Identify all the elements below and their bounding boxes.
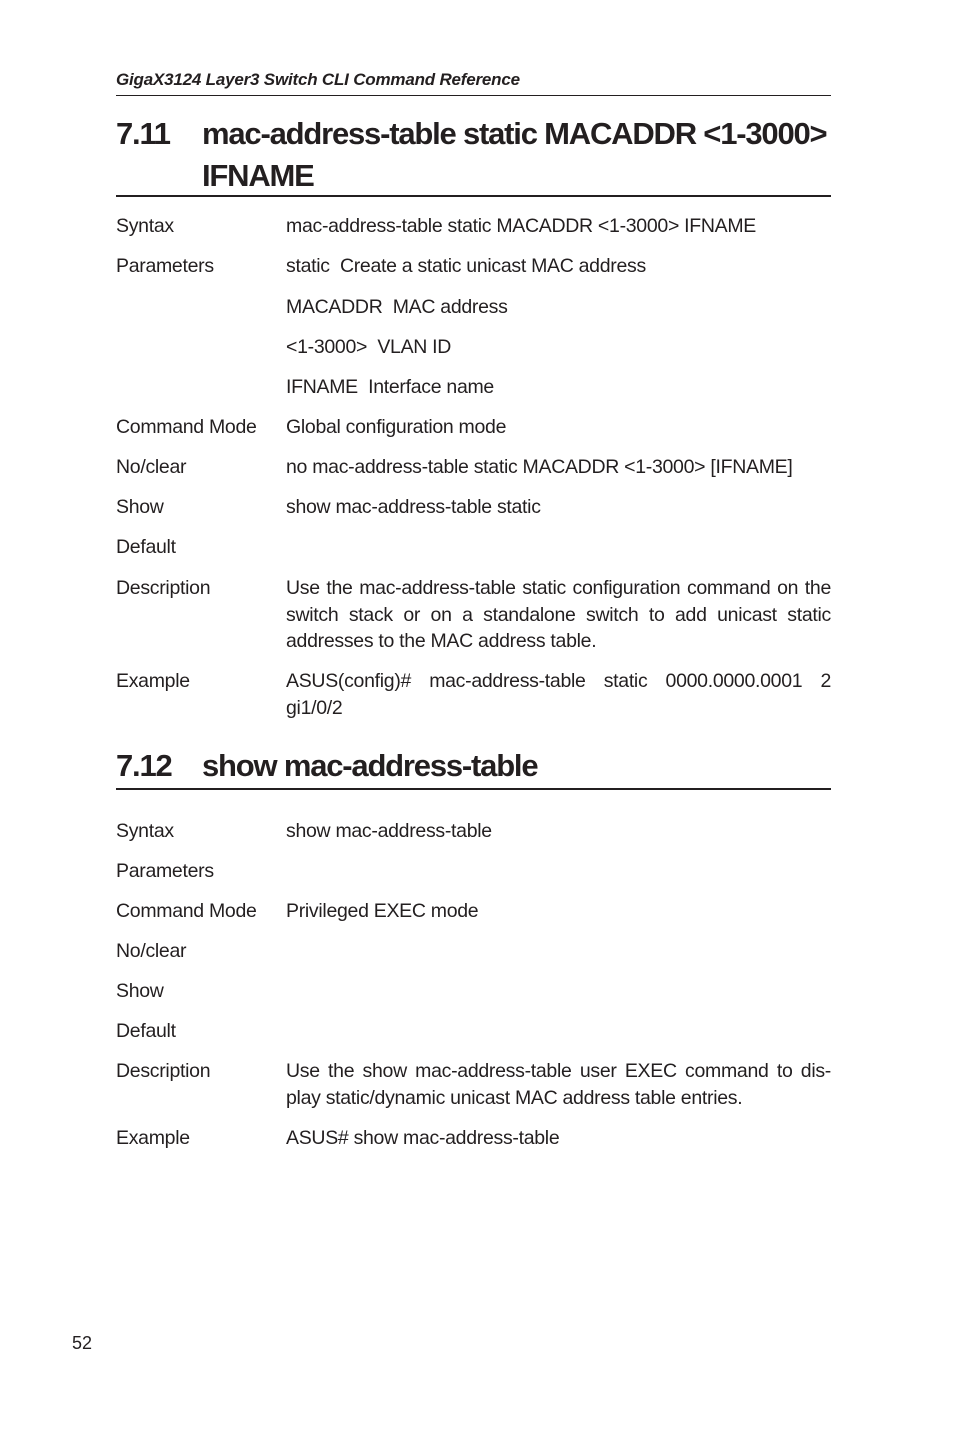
row-label: Description xyxy=(116,577,211,599)
row-value: ASUS# show mac-address-table xyxy=(286,1127,560,1149)
row-value: no mac-address-table static MACADDR <1-3000> [IFNAME] xyxy=(286,456,793,478)
row-value: IFNAME Interface name xyxy=(286,376,494,398)
row-value: Use the mac-address-table static configuration command on the switch stack or on a standalone switch to add unicast static addresses to the MAC address table. xyxy=(286,577,831,652)
section-divider xyxy=(116,195,831,197)
row-value: <1-3000> VLAN ID xyxy=(286,336,452,358)
section-heading xyxy=(116,113,831,197)
row-value: show mac-address-table static xyxy=(286,496,541,518)
row-value: show mac-address-table xyxy=(286,820,492,842)
row-label: Command Mode xyxy=(116,416,257,438)
page-number: 52 xyxy=(72,1333,93,1353)
row-value: Global configuration mode xyxy=(286,416,507,438)
section-heading xyxy=(116,745,831,787)
row-label: Default xyxy=(116,536,176,558)
row-value: Privileged EXEC mode xyxy=(286,900,479,922)
row-label: Parameters xyxy=(116,860,214,882)
row-label: No/clear xyxy=(116,940,187,962)
row-label: Syntax xyxy=(116,215,174,237)
row-label: Example xyxy=(116,670,190,692)
row-label: No/clear xyxy=(116,456,187,478)
section-title: mac-address-table static MACADDR <1-3000> IFNAME xyxy=(202,116,827,193)
row-value: mac-address-table static MACADDR <1-3000> IFNAME xyxy=(286,215,757,237)
section-number: 7.11 xyxy=(116,116,170,151)
row-label: Command Mode xyxy=(116,900,257,922)
row-value: MACADDR MAC address xyxy=(286,296,508,318)
row-value: ASUS(config)# mac-address-table static 0000.0000.0001 2 gi1/0/2 xyxy=(286,670,831,719)
row-value: Use the show mac-address-table user EXEC command to dis-play static/dynamic unicast MAC address table entries. xyxy=(286,1060,831,1109)
row-label: Parameters xyxy=(116,255,214,277)
row-label: Show xyxy=(116,980,164,1002)
section-divider xyxy=(116,788,831,790)
header-divider xyxy=(116,95,831,96)
row-label: Description xyxy=(116,1060,211,1082)
row-label: Example xyxy=(116,1127,190,1149)
running-header: GigaX3124 Layer3 Switch CLI Command Reference xyxy=(116,70,520,89)
row-label: Default xyxy=(116,1020,176,1042)
row-value: static Create a static unicast MAC address xyxy=(286,255,646,277)
section-number: 7.12 xyxy=(116,748,172,783)
row-label: Show xyxy=(116,496,164,518)
section-title: show mac-address-table xyxy=(202,748,538,783)
row-label: Syntax xyxy=(116,820,174,842)
